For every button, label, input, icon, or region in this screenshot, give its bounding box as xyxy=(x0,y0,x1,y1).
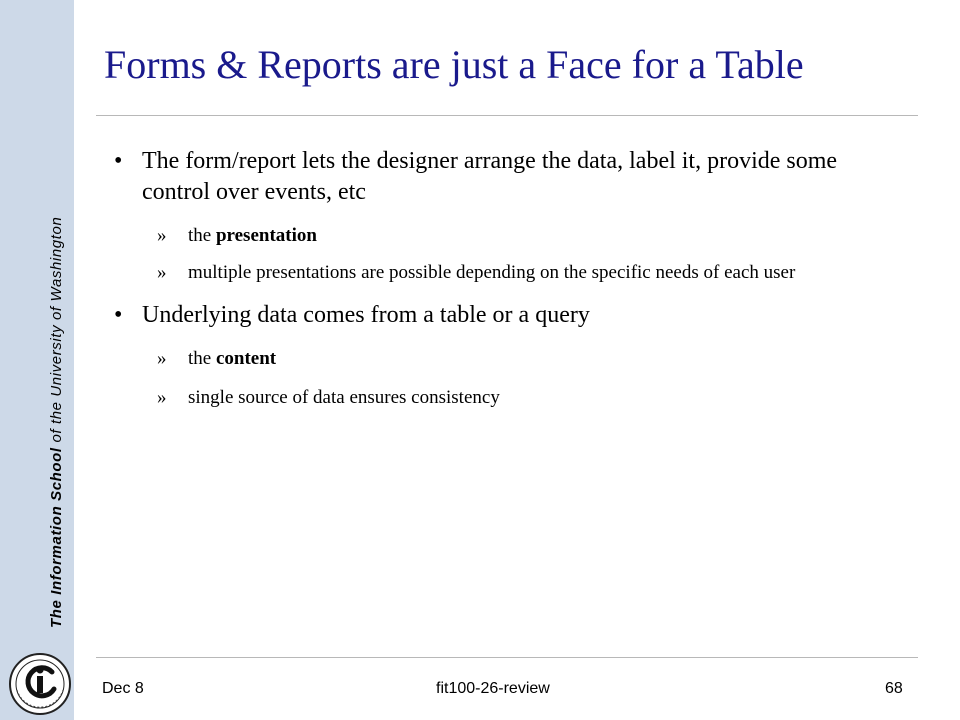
footer-date: Dec 8 xyxy=(102,680,144,697)
footer-filename: fit100-26-review xyxy=(436,680,550,697)
bullet-icon: • xyxy=(114,302,123,328)
bullet-item xyxy=(104,300,904,331)
sub-bullet-item xyxy=(104,385,904,410)
sub-bullet-item xyxy=(104,346,904,371)
bullet-text: The form/report lets the designer arrange the data, label it, provide some control over events, etc xyxy=(142,148,838,205)
sub-bullet-icon: » xyxy=(157,348,167,369)
sub-bullet-icon: » xyxy=(157,387,167,408)
sub-bullet-item xyxy=(104,223,904,248)
sub-bullet-icon: » xyxy=(157,262,167,283)
sub-bullet-text: single source of data ensures consistency xyxy=(188,387,500,408)
sub-bullet-prefix: the xyxy=(188,225,216,246)
page-number: 68 xyxy=(885,680,903,697)
sub-bullet-keyword: presentation xyxy=(215,225,317,246)
slide-title: Forms & Reports are just a Face for a Table xyxy=(104,42,804,87)
bullet-text: Underlying data comes from a table or a query xyxy=(142,302,590,328)
sub-bullet-icon: » xyxy=(157,225,167,246)
slide-body xyxy=(104,146,904,410)
sub-bullet-text: multiple presentations are possible depending on the specific needs of each user xyxy=(188,262,796,283)
caption-university: of the University of Washington xyxy=(48,216,65,448)
bullet-icon: • xyxy=(114,148,123,174)
title-divider xyxy=(96,115,918,116)
sidebar xyxy=(0,0,74,720)
caption-school: The Information School xyxy=(48,447,65,628)
information-school-logo-icon xyxy=(8,652,72,716)
sidebar-caption xyxy=(48,217,65,628)
sub-bullet-keyword: content xyxy=(215,348,277,369)
sub-bullet-item xyxy=(104,260,904,285)
sub-bullet-prefix: the xyxy=(188,348,216,369)
footer-divider xyxy=(96,657,918,658)
bullet-item xyxy=(104,146,904,208)
